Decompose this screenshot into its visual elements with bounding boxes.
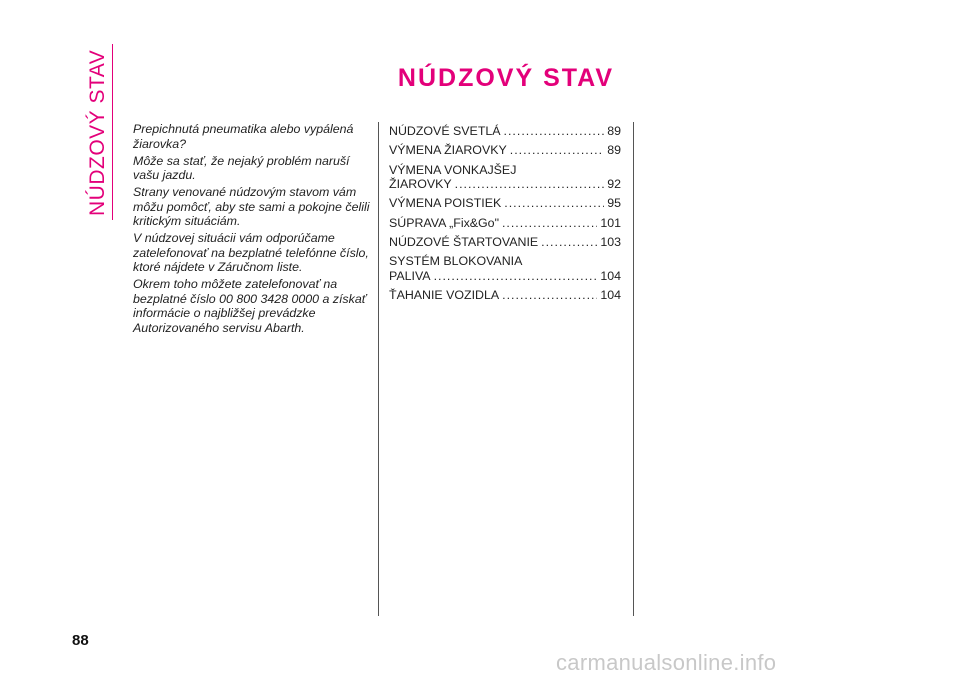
intro-paragraph: Strany venované núdzovým stavom vám môžu pomôcť, aby ste sami a pokojne čelili kritickým situáciám. xyxy=(133,185,370,228)
toc-page-number: 95 xyxy=(607,196,621,211)
intro-paragraph: Okrem toho môžete zatelefonovať na bezplatné číslo 00 800 3428 0000 a získať informácie o najbližšej prevádzke Autorizovaného servisu Abarth. xyxy=(133,277,367,335)
toc-leader-dots xyxy=(510,143,604,158)
table-of-contents xyxy=(389,124,621,307)
side-section-title: NÚDZOVÝ STAV xyxy=(86,49,109,216)
toc-label: NÚDZOVÉ SVETLÁ xyxy=(389,124,501,138)
intro-paragraph: Môže sa stať, že nejaký problém naruší vašu jazdu. xyxy=(133,153,350,182)
toc-label-first-line: VÝMENA VONKAJŠEJ xyxy=(389,162,517,177)
intro-text xyxy=(133,122,371,338)
toc-label: SÚPRAVA „Fix&Go" xyxy=(389,215,499,230)
toc-page-number: 89 xyxy=(607,124,621,138)
toc-label: ŽIAROVKY xyxy=(389,177,452,192)
intro-paragraph: Prepichnutá pneumatika alebo vypálená žiarovka? xyxy=(133,122,354,151)
toc-item[interactable] xyxy=(389,124,621,139)
toc-item[interactable] xyxy=(389,235,621,250)
toc-leader-dots xyxy=(455,177,605,192)
toc-leader-dots xyxy=(541,235,597,250)
toc-leader-dots xyxy=(504,196,604,211)
toc-item[interactable] xyxy=(389,196,621,211)
toc-leader-dots xyxy=(434,269,598,284)
intro-paragraph: V núdzovej situácii vám odporúčame zatelefonovať na bezplatné telefónne číslo, ktoré nájdete v Záručnom liste. xyxy=(133,231,369,274)
toc-leader-dots xyxy=(502,288,597,303)
toc-item[interactable] xyxy=(389,288,621,303)
toc-leader-dots xyxy=(504,124,605,139)
page-title: NÚDZOVÝ STAV xyxy=(397,64,615,92)
column-divider-left xyxy=(378,122,379,616)
toc-label: ŤAHANIE VOZIDLA xyxy=(389,288,500,303)
toc-label: PALIVA xyxy=(389,268,431,283)
toc-item[interactable] xyxy=(389,254,621,283)
toc-page-number: 92 xyxy=(607,177,621,192)
toc-label: NÚDZOVÉ ŠTARTOVANIE xyxy=(389,234,539,249)
toc-item[interactable] xyxy=(389,163,621,192)
toc-label: VÝMENA ŽIAROVKY xyxy=(389,143,507,158)
toc-item[interactable] xyxy=(389,143,621,158)
column-divider-right xyxy=(633,122,634,616)
toc-page-number: 89 xyxy=(607,143,621,158)
toc-label-first-line: SYSTÉM BLOKOVANIA xyxy=(389,254,523,269)
toc-label: VÝMENA POISTIEK xyxy=(389,196,502,211)
toc-item[interactable] xyxy=(389,216,621,231)
side-rule xyxy=(112,44,113,220)
toc-leader-dots xyxy=(502,216,597,231)
toc-page-number: 104 xyxy=(600,288,621,303)
watermark: carmanualsonline.info xyxy=(556,650,777,675)
page-number: 88 xyxy=(72,632,89,649)
toc-page-number: 103 xyxy=(600,234,621,249)
toc-page-number: 104 xyxy=(600,268,621,283)
toc-page-number: 101 xyxy=(600,215,621,230)
